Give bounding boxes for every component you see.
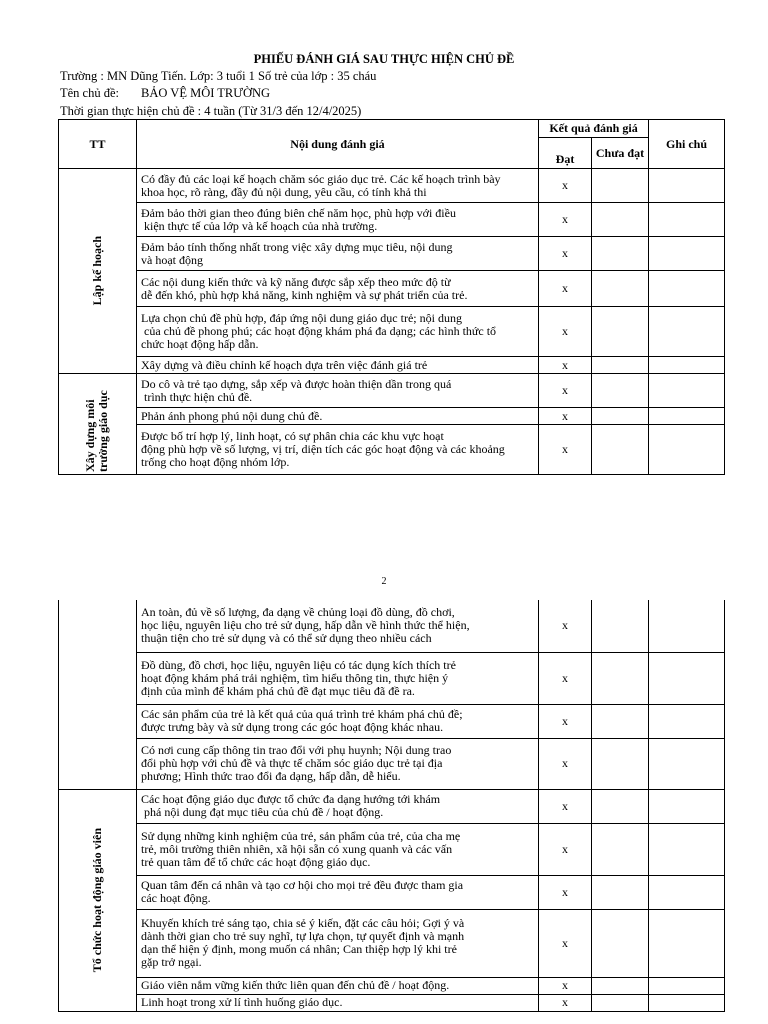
table-row — [59, 425, 725, 475]
duration-line: Thời gian thực hiện chủ đề : 4 tuần (Từ 31/3 đến 12/4/2025) — [60, 104, 362, 118]
table-row — [59, 977, 725, 994]
table-row — [59, 357, 725, 374]
chua-dat-cell — [592, 425, 649, 475]
note-cell — [649, 203, 725, 237]
note-cell — [649, 977, 725, 994]
row-content-line: định của mình để khám phá chủ đề đạt mục tiêu đã đề ra. — [141, 683, 415, 698]
note-cell — [649, 169, 725, 203]
row-content-line: Đảm bảo tính thống nhất trong việc xây dựng mục tiêu, nội dung — [141, 239, 453, 254]
table-row — [59, 994, 725, 1011]
note-cell — [649, 875, 725, 909]
group-cell — [59, 789, 137, 1011]
chua-dat-cell — [592, 738, 649, 789]
evaluation-table-part-1 — [58, 119, 725, 475]
row-content-line: Giáo viên nắm vững kiến thức liên quan đến chủ đề / hoạt động. — [141, 978, 450, 992]
header-note: Ghi chú — [649, 120, 725, 169]
chua-dat-cell — [592, 909, 649, 977]
row-content-line: các hoạt động. — [141, 891, 211, 905]
row-content-line: chức hoạt động hấp dẫn. — [141, 337, 259, 351]
topic-label: Tên chủ đề: — [60, 86, 120, 100]
row-content-line: Được bố trí hợp lý, linh hoạt, có sự phân chia các khu vực hoạt — [141, 429, 444, 443]
note-cell — [649, 425, 725, 475]
group-cell — [59, 374, 137, 475]
row-content-line: Khuyến khích trẻ sáng tạo, chia sẻ ý kiến, đặt các câu hỏi; Gợi ý và — [141, 916, 465, 930]
row-content — [137, 374, 539, 408]
group-cell-continued — [59, 600, 137, 789]
row-content-line: Lựa chọn chủ đề phù hợp, đáp ứng nội dung giáo dục trẻ; nội dung — [141, 311, 462, 325]
dat-cell: x — [539, 600, 592, 652]
dat-cell: x — [539, 652, 592, 704]
row-content-line: dễ đến khó, phù hợp khả năng, kinh nghiệm và sự phát triển của trẻ. — [141, 287, 468, 302]
table-row — [59, 271, 725, 307]
note-cell — [649, 237, 725, 271]
row-content — [137, 875, 539, 909]
dat-cell: x — [539, 909, 592, 977]
chua-dat-cell — [592, 357, 649, 374]
evaluation-table-part-2 — [58, 600, 725, 1012]
dat-cell: x — [539, 307, 592, 357]
dat-cell: x — [539, 271, 592, 307]
row-content — [137, 789, 539, 823]
topic-line — [60, 86, 270, 101]
document-page-2 — [0, 560, 768, 1024]
note-cell — [649, 307, 725, 357]
row-content-line: học liệu, nguyên liệu cho trẻ sử dụng, hấp dẫn về hình thức thể hiện, — [141, 618, 470, 633]
group-label: Lập kế hoạch — [90, 236, 104, 306]
row-content — [137, 600, 539, 652]
chua-dat-cell — [592, 652, 649, 704]
note-cell — [649, 704, 725, 738]
chua-dat-cell — [592, 704, 649, 738]
page-number: 2 — [381, 576, 387, 587]
note-cell — [649, 374, 725, 408]
dat-cell: x — [539, 357, 592, 374]
header-chua-dat: Chưa đạt — [592, 138, 649, 169]
row-content — [137, 994, 539, 1011]
chua-dat-cell — [592, 408, 649, 425]
dat-cell: x — [539, 875, 592, 909]
table-row — [59, 408, 725, 425]
note-cell — [649, 271, 725, 307]
row-content-line: Các sản phẩm của trẻ là kết quả của quá trình trẻ khám phá chủ đề; — [141, 707, 463, 721]
row-content-line: đổi phù hợp với chủ đề và thực tế chăm sóc giáo dục trẻ tại địa — [141, 756, 443, 770]
row-content-line: của chủ đề phong phú; các hoạt động khám phá đa dạng; các hình thức tổ — [141, 324, 497, 338]
school-class-info: Trường : MN Dũng Tiến. Lớp: 3 tuổi 1 Số trẻ của lớp : 35 cháu — [60, 69, 377, 83]
row-content-line: Có đầy đủ các loại kế hoạch chăm sóc giáo dục trẻ. Các kế hoạch trình bày — [141, 171, 501, 186]
note-cell — [649, 789, 725, 823]
chua-dat-cell — [592, 374, 649, 408]
dat-cell: x — [539, 738, 592, 789]
dat-cell: x — [539, 823, 592, 875]
note-cell — [649, 994, 725, 1011]
table-row — [59, 374, 725, 408]
table-row — [59, 600, 725, 652]
chua-dat-cell — [592, 169, 649, 203]
row-content-line: Có nơi cung cấp thông tin trao đổi với phụ huynh; Nội dung trao — [141, 743, 452, 757]
row-content-line: và hoạt động — [141, 252, 203, 267]
note-cell — [649, 738, 725, 789]
chua-dat-cell — [592, 203, 649, 237]
row-content — [137, 977, 539, 994]
dat-cell: x — [539, 203, 592, 237]
chua-dat-cell — [592, 600, 649, 652]
row-content-line: khoa học, rõ ràng, đầy đủ nội dung, yêu cầu, có tính khả thi — [141, 184, 427, 199]
chua-dat-cell — [592, 875, 649, 909]
row-content-line: Do cô và trẻ tạo dựng, sắp xếp và được hoàn thiện dần trong quá — [141, 376, 452, 391]
chua-dat-cell — [592, 271, 649, 307]
row-content — [137, 169, 539, 203]
note-cell — [649, 652, 725, 704]
table-row — [59, 823, 725, 875]
row-content-line: Linh hoạt trong xử lí tình huống giáo dục. — [141, 995, 343, 1009]
group-label: Tổ chức hoạt động giáo viên — [90, 827, 104, 973]
header-dat: Đạt — [539, 138, 592, 169]
row-content-line: thuận tiện cho trẻ sử dụng và có thể sử dụng theo nhiều cách — [141, 631, 432, 646]
table-row — [59, 909, 725, 977]
row-content — [137, 307, 539, 357]
note-cell — [649, 909, 725, 977]
chua-dat-cell — [592, 237, 649, 271]
row-content-line: Phản ánh phong phú nội dung chủ đề. — [141, 408, 323, 423]
row-content-line: dạn thể hiện ý định, mong muốn cá nhân; Can thiệp hợp lý khi trẻ — [141, 942, 457, 956]
table-row — [59, 738, 725, 789]
header-tt: TT — [59, 120, 137, 169]
table-row — [59, 652, 725, 704]
table-row — [59, 307, 725, 357]
dat-cell: x — [539, 977, 592, 994]
dat-cell: x — [539, 374, 592, 408]
row-content — [137, 271, 539, 307]
row-content-line: Các nội dung kiến thức và kỹ năng được sắp xếp theo mức độ từ — [141, 274, 451, 289]
note-cell — [649, 823, 725, 875]
note-cell — [649, 600, 725, 652]
table-row — [59, 875, 725, 909]
row-content-line: Đảm bảo thời gian theo đúng biên chế năm học, phù hợp với điều — [141, 205, 456, 220]
dat-cell: x — [539, 704, 592, 738]
table-row — [59, 789, 725, 823]
row-content-line: trẻ, môi trường thiên nhiên, xã hội sẵn có xung quanh và các vấn — [141, 841, 453, 856]
header-content: Nội dung đánh giá — [137, 120, 539, 169]
chua-dat-cell — [592, 823, 649, 875]
row-content — [137, 738, 539, 789]
dat-cell: x — [539, 789, 592, 823]
row-content-line: phá nội dung đạt mục tiêu của chủ đề / hoạt động. — [141, 805, 384, 819]
row-content-line: An toàn, đủ về số lượng, đa dạng về chủng loại đồ dùng, đồ chơi, — [141, 605, 455, 620]
row-content-line: gặp trở ngại. — [141, 955, 202, 969]
table-row — [59, 237, 725, 271]
row-content-line: được trưng bày và sử dụng trong các góc hoạt động khác nhau. — [141, 720, 444, 734]
row-content — [137, 704, 539, 738]
row-content — [137, 357, 539, 374]
dat-cell: x — [539, 237, 592, 271]
row-content — [137, 237, 539, 271]
table-row — [59, 169, 725, 203]
row-content — [137, 408, 539, 425]
chua-dat-cell — [592, 307, 649, 357]
row-content-line: trình thực hiện chủ đề. — [141, 389, 253, 404]
row-content-line: trẻ quan tâm để tổ chức các hoạt động giáo dục. — [141, 854, 371, 869]
note-cell — [649, 408, 725, 425]
topic-value: BẢO VỆ MÔI TRƯỜNG — [141, 86, 271, 100]
chua-dat-cell — [592, 789, 649, 823]
dat-cell: x — [539, 994, 592, 1011]
row-content — [137, 823, 539, 875]
row-content — [137, 652, 539, 704]
row-content-line: kiện thực tế của lớp và kế hoạch của nhà trường. — [141, 218, 378, 233]
group-cell — [59, 169, 137, 374]
dat-cell: x — [539, 425, 592, 475]
table-row — [59, 203, 725, 237]
row-content-line: Sử dụng những kinh nghiệm của trẻ, sản phẩm của trẻ, của cha mẹ — [141, 828, 461, 843]
row-content-line: Các hoạt động giáo dục được tổ chức đa dạng hướng tới khám — [141, 792, 441, 806]
row-content — [137, 909, 539, 977]
table-row — [59, 704, 725, 738]
row-content-line: trống cho hoạt động nhóm lớp. — [141, 455, 290, 469]
row-content — [137, 203, 539, 237]
row-content-line: động phù hợp về số lượng, vị trí, diện tích các góc hoạt động và các khoảng — [141, 442, 505, 456]
note-cell — [649, 357, 725, 374]
chua-dat-cell — [592, 977, 649, 994]
group-label: Xây dựng môi trường giáo dục — [82, 389, 110, 472]
dat-cell: x — [539, 169, 592, 203]
chua-dat-cell — [592, 994, 649, 1011]
document-title: PHIẾU ĐÁNH GIÁ SAU THỰC HIỆN CHỦ ĐỀ — [253, 52, 515, 66]
header-result: Kết quả đánh giá — [539, 120, 649, 138]
header-row — [59, 120, 725, 138]
row-content-line: hoạt động khám phá trải nghiệm, tìm hiểu thông tin, thực hiện ý — [141, 670, 449, 685]
row-content-line: Xây dựng và điều chỉnh kế hoạch dựa trên việc đánh giá trẻ — [141, 357, 428, 372]
row-content-line: Đồ dùng, đồ chơi, học liệu, nguyên liệu có tác dụng kích thích trẻ — [141, 657, 456, 672]
row-content — [137, 425, 539, 475]
row-content-line: phương; Hình thức trao đổi đa dạng, hấp dẫn, dễ hiểu. — [141, 769, 401, 783]
dat-cell: x — [539, 408, 592, 425]
row-content-line: Quan tâm đến cá nhân và tạo cơ hội cho mọi trẻ đều được tham gia — [141, 878, 464, 892]
row-content-line: dành thời gian cho trẻ suy nghĩ, tự lựa chọn, tự quyết định và mạnh — [141, 929, 465, 943]
